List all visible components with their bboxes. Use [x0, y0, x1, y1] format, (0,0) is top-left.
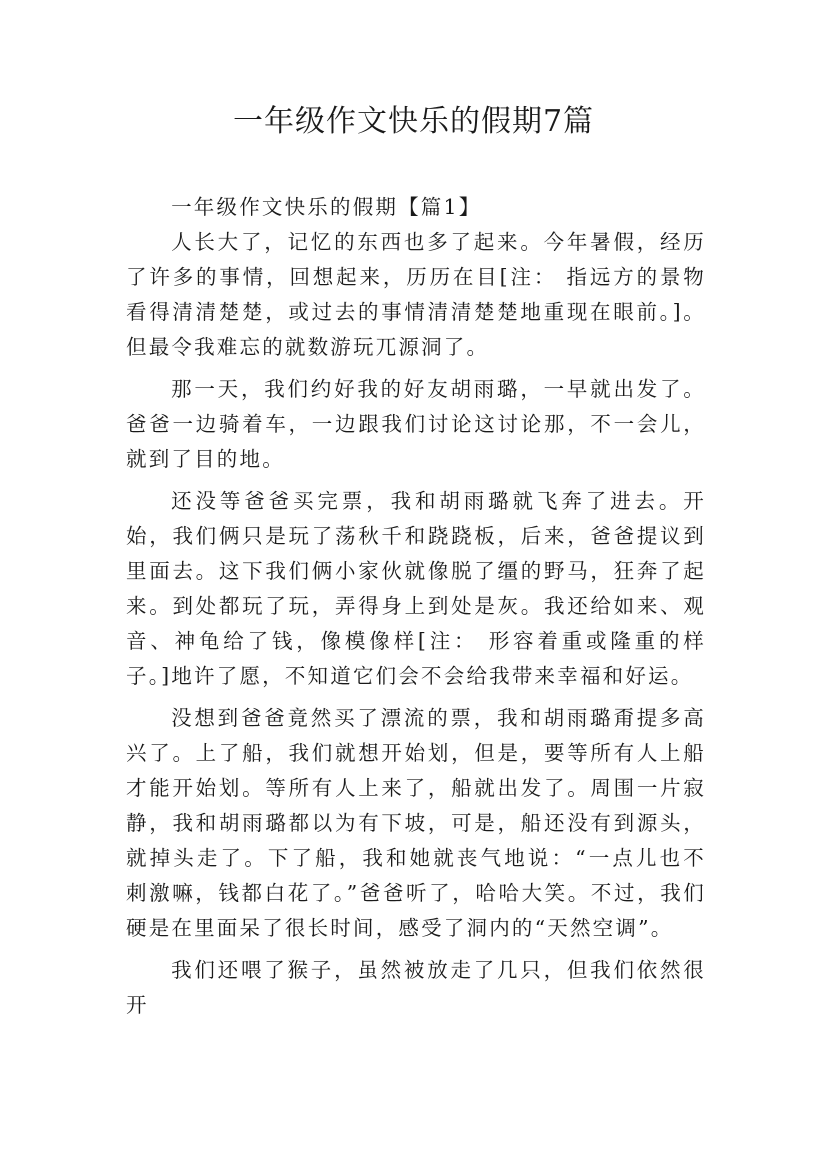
section-heading: 一年级作文快乐的假期【篇1】 [171, 195, 482, 219]
paragraph-1: 人长大了，记忆的东西也多了起来。今年暑假，经历了许多的事情，回想起来，历历在目[注： 指远方的景物看得清清楚楚，或过去的事情清清楚楚地重现在眼前。]。但最令我难忘的就数游玩兀源洞了。 [126, 230, 706, 359]
paragraph-2: 那一天，我们约好我的好友胡雨璐，一早就出发了。爸爸一边骑着车，一边跟我们讨论这讨论那，不一会儿，就到了目的地。 [126, 377, 706, 471]
document-body [126, 190, 706, 1030]
document-title: 一年级作文快乐的假期7篇 [232, 104, 595, 139]
paragraph-4: 没想到爸爸竟然买了漂流的票，我和胡雨璐甭提多高兴了。上了船，我们就想开始划，但是，要等所有人上船才能开始划。等所有人上来了，船就出发了。周围一片寂静，我和胡雨璐都以为有下坡，可是，船还没有到源头，就掉头走了。下了船，我和她就丧气地说：“一点儿也不刺激嘛，钱都白花了。”爸爸听了，哈哈大笑。不过，我们硬是在里面呆了很长时间，感受了洞内的“天然空调”。 [126, 706, 706, 940]
paragraph-3: 还没等爸爸买完票，我和胡雨璐就飞奔了进去。开始，我们俩只是玩了荡秋千和跷跷板，后来，爸爸提议到里面去。这下我们俩小家伙就像脱了缰的野马，狂奔了起来。到处都玩了玩，弄得身上到处是灰。我还给如来、观音、神龟给了钱，像模像样[注： 形容着重或隆重的样子。]地许了愿，不知道它们会不会给我带来幸福和好运。 [126, 489, 706, 688]
paragraph-5: 我们还喂了猴子，虽然被放走了几只，但我们依然很开 [126, 958, 706, 1017]
